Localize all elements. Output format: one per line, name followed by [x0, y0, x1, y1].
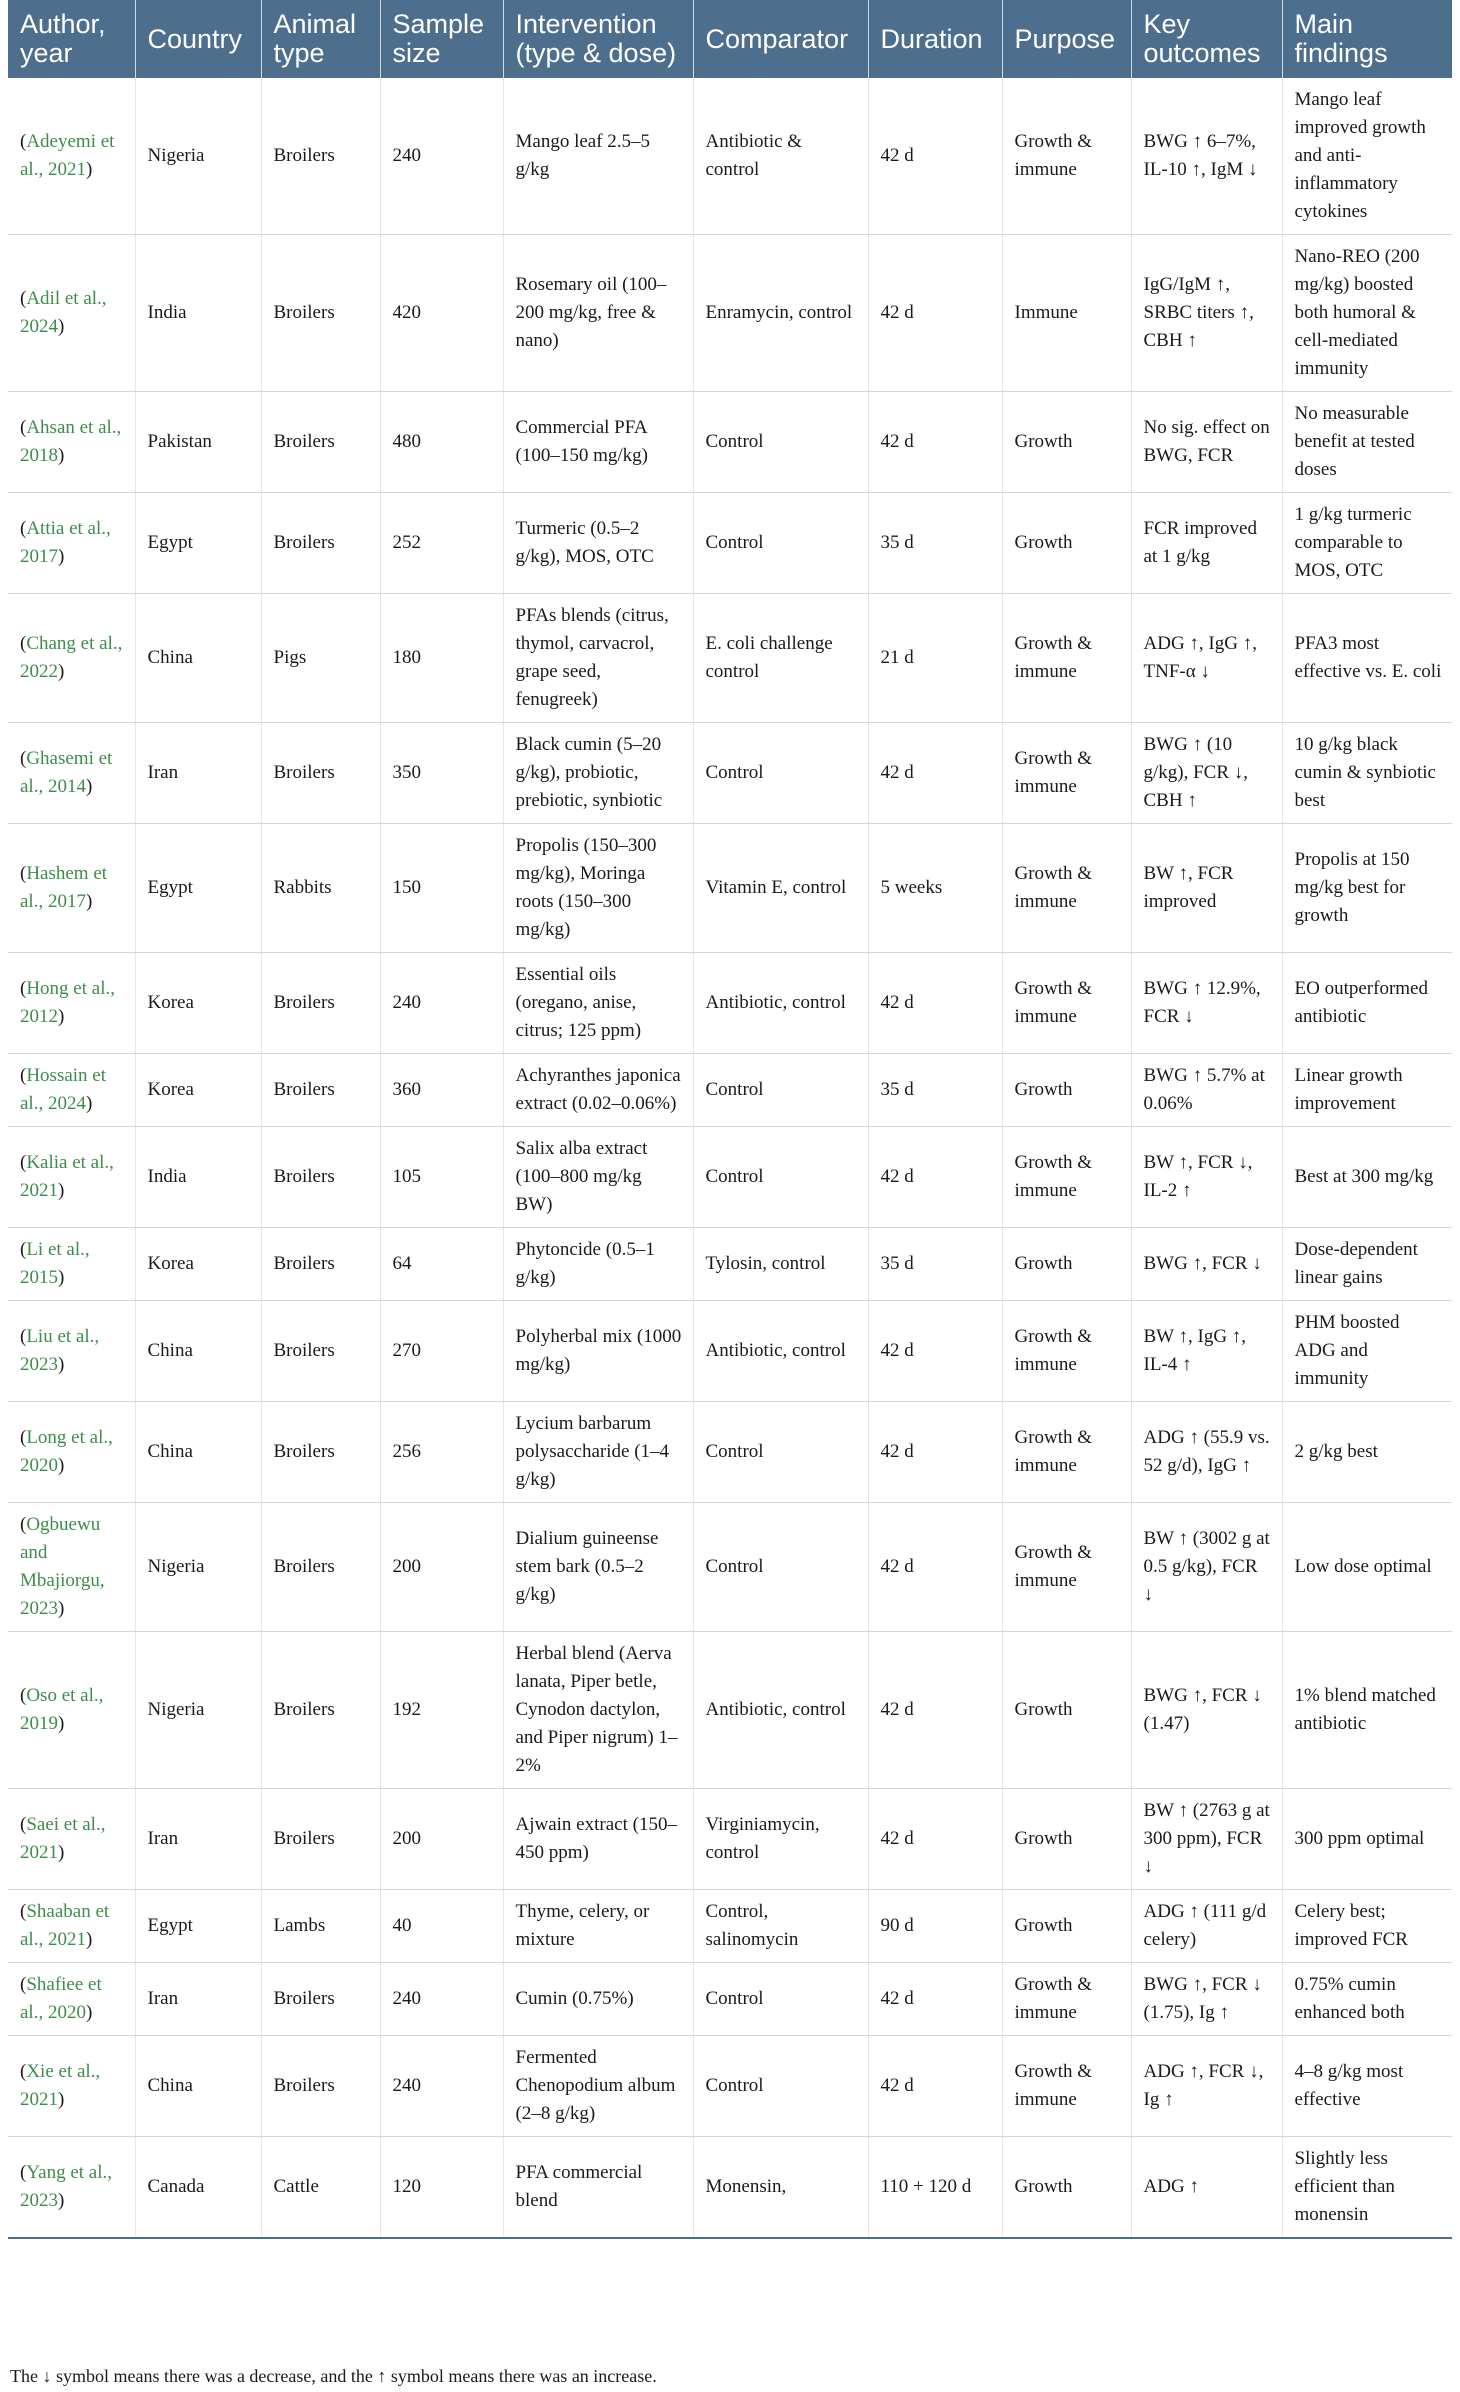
cell-comparator: Control [693, 392, 868, 493]
cell-comparator: Control [693, 1054, 868, 1127]
cell-main-findings: PHM boosted ADG and immunity [1282, 1301, 1452, 1402]
cell-duration: 42 d [868, 235, 1002, 392]
cell-comparator: Antibiotic, control [693, 1301, 868, 1402]
cell-duration: 5 weeks [868, 824, 1002, 953]
cell-intervention: Cumin (0.75%) [503, 1963, 693, 2036]
citation-link[interactable]: Shaaban et al., 2021 [20, 1901, 110, 1950]
cell-comparator: E. coli challenge control [693, 594, 868, 723]
table-row [8, 723, 1452, 824]
table-body [8, 78, 1452, 2238]
cell-country: Nigeria [135, 1632, 261, 1789]
cell-purpose: Growth [1002, 1789, 1131, 1890]
citation-link[interactable]: Hossain et al., 2024 [20, 1065, 107, 1114]
cell-country: Egypt [135, 493, 261, 594]
table-row [8, 2137, 1452, 2239]
header-animal-type: Animal type [261, 0, 380, 78]
cell-key-outcomes: BW ↑ (2763 g at 300 ppm), FCR ↓ [1131, 1789, 1282, 1890]
table-row [8, 1054, 1452, 1127]
cell-country: China [135, 1402, 261, 1503]
cell-main-findings: Mango leaf improved growth and anti-inflammatory cytokines [1282, 78, 1452, 235]
cell-duration: 42 d [868, 1963, 1002, 2036]
cell-main-findings: Celery best; improved FCR [1282, 1890, 1452, 1963]
cell-key-outcomes: ADG ↑, FCR ↓, Ig ↑ [1131, 2036, 1282, 2137]
cell-duration: 42 d [868, 1789, 1002, 1890]
cell-duration: 42 d [868, 1632, 1002, 1789]
cell-intervention: Herbal blend (Aerva lanata, Piper betle, Cynodon dactylon, and Piper nigrum) 1–2% [503, 1632, 693, 1789]
cell-intervention: Propolis (150–300 mg/kg), Moringa roots (150–300 mg/kg) [503, 824, 693, 953]
cell-author: (Saei et al., 2021) [8, 1789, 135, 1890]
cell-country: China [135, 2036, 261, 2137]
cell-intervention: Achyranthes japonica extract (0.02–0.06%) [503, 1054, 693, 1127]
citation-link[interactable]: Shafiee et al., 2020 [20, 1974, 102, 2023]
cell-animal-type: Broilers [261, 1503, 380, 1632]
citation-link[interactable]: Yang et al., 2023 [20, 2162, 113, 2211]
cell-intervention: Black cumin (5–20 g/kg), probiotic, prebiotic, synbiotic [503, 723, 693, 824]
cell-country: Korea [135, 953, 261, 1054]
cell-sample-size: 240 [380, 1963, 503, 2036]
cell-comparator: Control [693, 493, 868, 594]
cell-intervention: Commercial PFA (100–150 mg/kg) [503, 392, 693, 493]
cell-author: (Shaaban et al., 2021) [8, 1890, 135, 1963]
cell-key-outcomes: FCR improved at 1 g/kg [1131, 493, 1282, 594]
cell-sample-size: 105 [380, 1127, 503, 1228]
cell-main-findings: 4–8 g/kg most effective [1282, 2036, 1452, 2137]
cell-key-outcomes: IgG/IgM ↑, SRBC titers ↑, CBH ↑ [1131, 235, 1282, 392]
cell-animal-type: Broilers [261, 2036, 380, 2137]
cell-comparator: Virginiamycin, control [693, 1789, 868, 1890]
citation-link[interactable]: Hong et al., 2012 [20, 978, 115, 1027]
cell-animal-type: Broilers [261, 1402, 380, 1503]
cell-comparator: Control [693, 1127, 868, 1228]
cell-main-findings: Dose-dependent linear gains [1282, 1228, 1452, 1301]
cell-main-findings: 2 g/kg best [1282, 1402, 1452, 1503]
cell-author: (Ogbuewu and Mbajiorgu, 2023) [8, 1503, 135, 1632]
cell-animal-type: Broilers [261, 1054, 380, 1127]
cell-main-findings: 0.75% cumin enhanced both [1282, 1963, 1452, 2036]
cell-author: (Long et al., 2020) [8, 1402, 135, 1503]
cell-animal-type: Broilers [261, 1127, 380, 1228]
cell-comparator: Antibiotic, control [693, 1632, 868, 1789]
cell-purpose: Growth & immune [1002, 953, 1131, 1054]
citation-link[interactable]: Hashem et al., 2017 [20, 863, 108, 912]
cell-key-outcomes: BWG ↑ 12.9%, FCR ↓ [1131, 953, 1282, 1054]
citation-link[interactable]: Ogbuewu and Mbajiorgu, 2023 [20, 1514, 105, 1619]
cell-sample-size: 120 [380, 2137, 503, 2239]
header-intervention: Intervention (type & dose) [503, 0, 693, 78]
cell-comparator: Enramycin, control [693, 235, 868, 392]
table-row [8, 1789, 1452, 1890]
cell-sample-size: 150 [380, 824, 503, 953]
header-main-findings: Main findings [1282, 0, 1452, 78]
cell-country: Korea [135, 1054, 261, 1127]
study-table [8, 0, 1452, 2239]
cell-intervention: PFAs blends (citrus, thymol, carvacrol, grape seed, fenugreek) [503, 594, 693, 723]
table-row [8, 1632, 1452, 1789]
cell-sample-size: 240 [380, 78, 503, 235]
cell-country: Korea [135, 1228, 261, 1301]
cell-main-findings: 300 ppm optimal [1282, 1789, 1452, 1890]
cell-purpose: Growth & immune [1002, 1503, 1131, 1632]
citation-link[interactable]: Chang et al., 2022 [20, 633, 123, 682]
header-author: Author, year [8, 0, 135, 78]
cell-comparator: Control [693, 1963, 868, 2036]
cell-intervention: Ajwain extract (150–450 ppm) [503, 1789, 693, 1890]
table-row [8, 1228, 1452, 1301]
cell-animal-type: Broilers [261, 78, 380, 235]
table-header-row [8, 0, 1452, 78]
cell-main-findings: Nano-REO (200 mg/kg) boosted both humoral & cell-mediated immunity [1282, 235, 1452, 392]
cell-sample-size: 200 [380, 1789, 503, 1890]
header-key-outcomes: Key outcomes [1131, 0, 1282, 78]
cell-key-outcomes: BWG ↑ (10 g/kg), FCR ↓, CBH ↑ [1131, 723, 1282, 824]
cell-intervention: Rosemary oil (100–200 mg/kg, free & nano) [503, 235, 693, 392]
cell-purpose: Growth & immune [1002, 2036, 1131, 2137]
citation-link[interactable]: Liu et al., 2023 [20, 1326, 100, 1375]
table-row [8, 235, 1452, 392]
citation-link[interactable]: Adeyemi et al., 2021 [20, 131, 115, 180]
cell-duration: 42 d [868, 1503, 1002, 1632]
table-footnote: The ↓ symbol means there was a decrease, and the ↑ symbol means there was an increase. [10, 2366, 657, 2386]
cell-purpose: Growth [1002, 1228, 1131, 1301]
cell-country: India [135, 1127, 261, 1228]
cell-sample-size: 350 [380, 723, 503, 824]
cell-main-findings: Propolis at 150 mg/kg best for growth [1282, 824, 1452, 953]
cell-comparator: Antibiotic, control [693, 953, 868, 1054]
table-row [8, 1402, 1452, 1503]
cell-intervention: Turmeric (0.5–2 g/kg), MOS, OTC [503, 493, 693, 594]
cell-intervention: Phytoncide (0.5–1 g/kg) [503, 1228, 693, 1301]
cell-key-outcomes: BWG ↑, FCR ↓ (1.75), Ig ↑ [1131, 1963, 1282, 2036]
table-row [8, 594, 1452, 723]
table-row [8, 953, 1452, 1054]
cell-comparator: Monensin, [693, 2137, 868, 2239]
cell-key-outcomes: BW ↑ (3002 g at 0.5 g/kg), FCR ↓ [1131, 1503, 1282, 1632]
citation-link[interactable]: Kalia et al., 2021 [20, 1152, 114, 1201]
header-duration: Duration [868, 0, 1002, 78]
cell-author: (Adil et al., 2024) [8, 235, 135, 392]
cell-duration: 42 d [868, 953, 1002, 1054]
table-row [8, 2036, 1452, 2137]
cell-animal-type: Broilers [261, 1228, 380, 1301]
citation-link[interactable]: Ghasemi et al., 2014 [20, 748, 113, 797]
table-row [8, 1890, 1452, 1963]
cell-sample-size: 180 [380, 594, 503, 723]
cell-duration: 42 d [868, 78, 1002, 235]
cell-animal-type: Broilers [261, 493, 380, 594]
citation-link[interactable]: Li et al., 2015 [20, 1239, 90, 1288]
cell-duration: 21 d [868, 594, 1002, 723]
cell-duration: 42 d [868, 392, 1002, 493]
cell-purpose: Growth & immune [1002, 1963, 1131, 2036]
cell-key-outcomes: ADG ↑, IgG ↑, TNF-α ↓ [1131, 594, 1282, 723]
cell-animal-type: Broilers [261, 392, 380, 493]
table-row [8, 1301, 1452, 1402]
cell-author: (Ghasemi et al., 2014) [8, 723, 135, 824]
table-row [8, 392, 1452, 493]
table-row [8, 824, 1452, 953]
cell-key-outcomes: BWG ↑ 5.7% at 0.06% [1131, 1054, 1282, 1127]
cell-comparator: Control [693, 723, 868, 824]
cell-author: (Hong et al., 2012) [8, 953, 135, 1054]
cell-main-findings: 1% blend matched antibiotic [1282, 1632, 1452, 1789]
cell-main-findings: EO outperformed antibiotic [1282, 953, 1452, 1054]
table-row [8, 493, 1452, 594]
cell-author: (Kalia et al., 2021) [8, 1127, 135, 1228]
cell-intervention: Dialium guineense stem bark (0.5–2 g/kg) [503, 1503, 693, 1632]
cell-country: Canada [135, 2137, 261, 2239]
cell-animal-type: Broilers [261, 1632, 380, 1789]
cell-purpose: Growth [1002, 392, 1131, 493]
table-row [8, 1503, 1452, 1632]
cell-sample-size: 40 [380, 1890, 503, 1963]
cell-duration: 42 d [868, 2036, 1002, 2137]
citation-link[interactable]: Adil et al., 2024 [20, 288, 107, 337]
header-purpose: Purpose [1002, 0, 1131, 78]
cell-main-findings: Best at 300 mg/kg [1282, 1127, 1452, 1228]
cell-key-outcomes: ADG ↑ [1131, 2137, 1282, 2239]
citation-link[interactable]: Attia et al., 2017 [20, 518, 111, 567]
cell-comparator: Vitamin E, control [693, 824, 868, 953]
cell-purpose: Growth & immune [1002, 78, 1131, 235]
cell-author: (Shafiee et al., 2020) [8, 1963, 135, 2036]
cell-author: (Chang et al., 2022) [8, 594, 135, 723]
cell-key-outcomes: ADG ↑ (55.9 vs. 52 g/d), IgG ↑ [1131, 1402, 1282, 1503]
cell-author: (Attia et al., 2017) [8, 493, 135, 594]
cell-intervention: Salix alba extract (100–800 mg/kg BW) [503, 1127, 693, 1228]
cell-author: (Hashem et al., 2017) [8, 824, 135, 953]
cell-main-findings: No measurable benefit at tested doses [1282, 392, 1452, 493]
cell-animal-type: Broilers [261, 1789, 380, 1890]
cell-sample-size: 240 [380, 2036, 503, 2137]
cell-key-outcomes: BW ↑, IgG ↑, IL-4 ↑ [1131, 1301, 1282, 1402]
cell-comparator: Antibiotic & control [693, 78, 868, 235]
cell-intervention: Mango leaf 2.5–5 g/kg [503, 78, 693, 235]
cell-animal-type: Rabbits [261, 824, 380, 953]
cell-country: Iran [135, 1789, 261, 1890]
cell-purpose: Growth & immune [1002, 1402, 1131, 1503]
cell-main-findings: Linear growth improvement [1282, 1054, 1452, 1127]
table-row [8, 1963, 1452, 2036]
cell-sample-size: 200 [380, 1503, 503, 1632]
cell-intervention: Fermented Chenopodium album (2–8 g/kg) [503, 2036, 693, 2137]
cell-duration: 110 + 120 d [868, 2137, 1002, 2239]
table-row [8, 1127, 1452, 1228]
cell-country: Iran [135, 1963, 261, 2036]
cell-purpose: Growth [1002, 1054, 1131, 1127]
cell-duration: 35 d [868, 1228, 1002, 1301]
cell-author: (Xie et al., 2021) [8, 2036, 135, 2137]
cell-country: India [135, 235, 261, 392]
cell-comparator: Control [693, 1503, 868, 1632]
cell-purpose: Growth [1002, 493, 1131, 594]
cell-sample-size: 480 [380, 392, 503, 493]
citation-link[interactable]: Oso et al., 2019 [20, 1685, 104, 1734]
cell-sample-size: 270 [380, 1301, 503, 1402]
cell-sample-size: 240 [380, 953, 503, 1054]
cell-animal-type: Cattle [261, 2137, 380, 2239]
cell-duration: 42 d [868, 1301, 1002, 1402]
cell-duration: 42 d [868, 1402, 1002, 1503]
cell-duration: 90 d [868, 1890, 1002, 1963]
cell-purpose: Growth & immune [1002, 1301, 1131, 1402]
citation-link[interactable]: Xie et al., 2021 [20, 2061, 101, 2110]
cell-intervention: Essential oils (oregano, anise, citrus; 125 ppm) [503, 953, 693, 1054]
cell-main-findings: PFA3 most effective vs. E. coli [1282, 594, 1452, 723]
cell-country: Pakistan [135, 392, 261, 493]
cell-animal-type: Lambs [261, 1890, 380, 1963]
cell-main-findings: Slightly less efficient than monensin [1282, 2137, 1452, 2239]
citation-link[interactable]: Saei et al., 2021 [20, 1814, 106, 1863]
study-table-container [8, 0, 1452, 2239]
cell-author: (Yang et al., 2023) [8, 2137, 135, 2239]
cell-animal-type: Broilers [261, 235, 380, 392]
header-sample-size: Sample size [380, 0, 503, 78]
cell-author: (Oso et al., 2019) [8, 1632, 135, 1789]
cell-comparator: Control [693, 1402, 868, 1503]
cell-duration: 42 d [868, 1127, 1002, 1228]
cell-intervention: Polyherbal mix (1000 mg/kg) [503, 1301, 693, 1402]
cell-animal-type: Broilers [261, 723, 380, 824]
cell-country: Iran [135, 723, 261, 824]
cell-country: Nigeria [135, 78, 261, 235]
cell-author: (Adeyemi et al., 2021) [8, 78, 135, 235]
cell-key-outcomes: BW ↑, FCR ↓, IL-2 ↑ [1131, 1127, 1282, 1228]
cell-author: (Hossain et al., 2024) [8, 1054, 135, 1127]
header-country: Country [135, 0, 261, 78]
cell-animal-type: Broilers [261, 1963, 380, 2036]
cell-sample-size: 360 [380, 1054, 503, 1127]
cell-sample-size: 252 [380, 493, 503, 594]
cell-country: Egypt [135, 824, 261, 953]
cell-purpose: Growth [1002, 2137, 1131, 2239]
cell-duration: 35 d [868, 1054, 1002, 1127]
cell-main-findings: 1 g/kg turmeric comparable to MOS, OTC [1282, 493, 1452, 594]
cell-country: China [135, 594, 261, 723]
cell-country: Nigeria [135, 1503, 261, 1632]
cell-main-findings: Low dose optimal [1282, 1503, 1452, 1632]
cell-country: Egypt [135, 1890, 261, 1963]
cell-purpose: Growth & immune [1002, 1127, 1131, 1228]
cell-purpose: Growth & immune [1002, 723, 1131, 824]
cell-country: China [135, 1301, 261, 1402]
cell-key-outcomes: BWG ↑ 6–7%, IL-10 ↑, IgM ↓ [1131, 78, 1282, 235]
citation-link[interactable]: Ahsan et al., 2018 [20, 417, 122, 466]
cell-sample-size: 64 [380, 1228, 503, 1301]
header-comparator: Comparator [693, 0, 868, 78]
cell-key-outcomes: BW ↑, FCR improved [1131, 824, 1282, 953]
cell-purpose: Growth & immune [1002, 824, 1131, 953]
cell-purpose: Immune [1002, 235, 1131, 392]
cell-intervention: PFA commercial blend [503, 2137, 693, 2239]
cell-key-outcomes: ADG ↑ (111 g/d celery) [1131, 1890, 1282, 1963]
cell-purpose: Growth & immune [1002, 594, 1131, 723]
cell-duration: 35 d [868, 493, 1002, 594]
cell-sample-size: 420 [380, 235, 503, 392]
cell-intervention: Lycium barbarum polysaccharide (1–4 g/kg) [503, 1402, 693, 1503]
cell-animal-type: Pigs [261, 594, 380, 723]
cell-comparator: Control, salinomycin [693, 1890, 868, 1963]
cell-key-outcomes: BWG ↑, FCR ↓ [1131, 1228, 1282, 1301]
cell-author: (Liu et al., 2023) [8, 1301, 135, 1402]
cell-purpose: Growth [1002, 1890, 1131, 1963]
cell-sample-size: 192 [380, 1632, 503, 1789]
table-row [8, 78, 1452, 235]
cell-duration: 42 d [868, 723, 1002, 824]
cell-author: (Ahsan et al., 2018) [8, 392, 135, 493]
cell-animal-type: Broilers [261, 953, 380, 1054]
cell-intervention: Thyme, celery, or mixture [503, 1890, 693, 1963]
cell-animal-type: Broilers [261, 1301, 380, 1402]
cell-key-outcomes: No sig. effect on BWG, FCR [1131, 392, 1282, 493]
cell-sample-size: 256 [380, 1402, 503, 1503]
cell-main-findings: 10 g/kg black cumin & synbiotic best [1282, 723, 1452, 824]
cell-comparator: Control [693, 2036, 868, 2137]
cell-purpose: Growth [1002, 1632, 1131, 1789]
citation-link[interactable]: Long et al., 2020 [20, 1427, 113, 1476]
cell-comparator: Tylosin, control [693, 1228, 868, 1301]
cell-author: (Li et al., 2015) [8, 1228, 135, 1301]
cell-key-outcomes: BWG ↑, FCR ↓ (1.47) [1131, 1632, 1282, 1789]
